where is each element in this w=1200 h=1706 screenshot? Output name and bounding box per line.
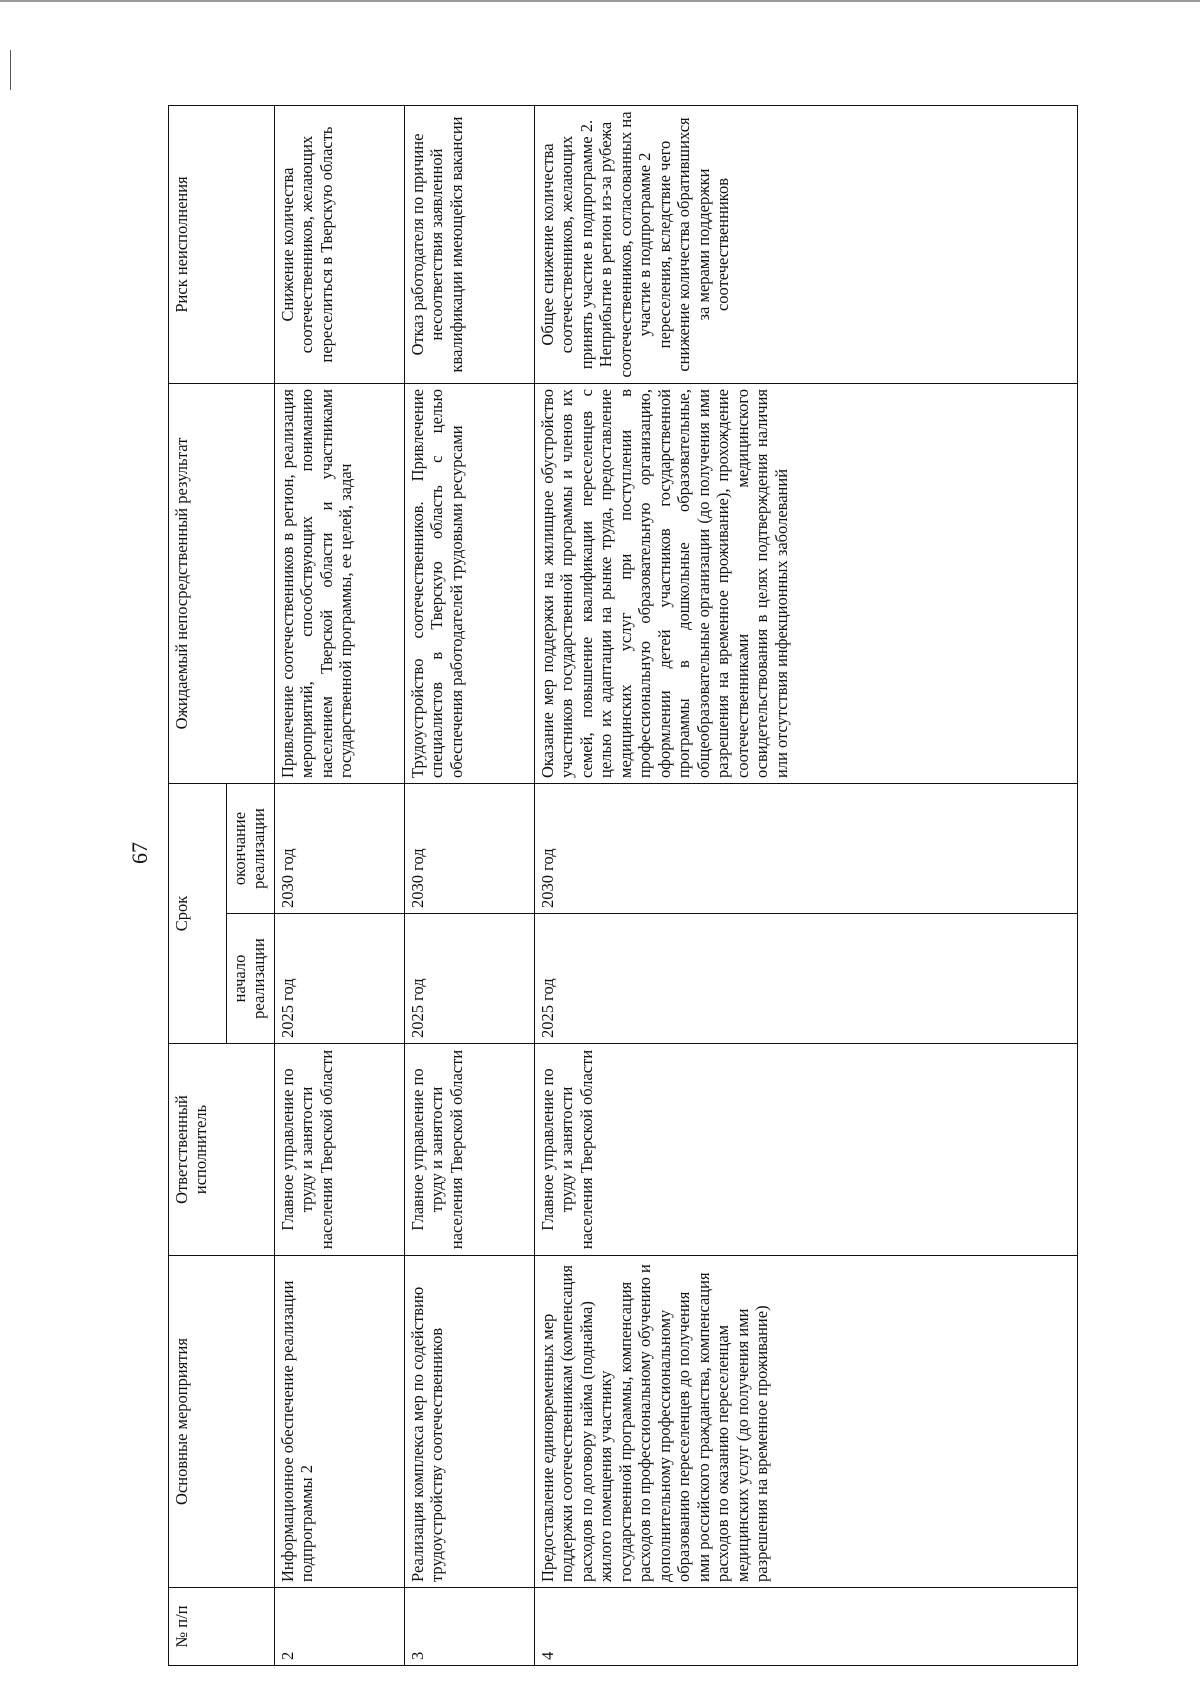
row-activity: Реализация комплекса мер по содействию трудоустройству соотечественников [405, 1256, 535, 1588]
row-end: 2030 год [275, 784, 405, 914]
row-end: 2030 год [535, 784, 1078, 914]
row-num: 3 [405, 1588, 535, 1666]
table-row [535, 106, 1078, 1666]
table-row [275, 106, 405, 1666]
header-activity: Основные мероприятия [169, 1256, 275, 1588]
row-result: Привлечение соотечественников в регион, реализация мероприятий, способствующих пониманию населением Тверской области и участниками государственной программы, ее целей, задач [275, 384, 405, 784]
page-number: 67 [127, 842, 152, 864]
row-num: 2 [275, 1588, 405, 1666]
row-risk: Отказ работодателя по причине несоответствия заявленной квалификации имеющейся вакансии [405, 106, 535, 384]
header-risk: Риск неисполнения [169, 106, 275, 384]
header-result: Ожидаемый непосредственный результат [169, 384, 275, 784]
row-risk: Снижение количества соотечественников, желающих переселиться в Тверскую область [275, 106, 405, 384]
row-start: 2025 год [405, 914, 535, 1044]
rotated-table-container [168, 106, 1200, 1660]
row-executor: Главное управление по труду и занятости населения Тверской области [405, 1044, 535, 1256]
row-executor: Главное управление по труду и занятости населения Тверской области [275, 1044, 405, 1256]
landscape-sheet [168, 106, 1078, 1666]
row-num: 4 [535, 1588, 1078, 1666]
row-result: Оказание мер поддержки на жилищное обустройство участников государственной программы и членов их семей, повышение квалификации переселенцев с целью их адаптации на рынке труда, предоставление медицинских услуг при поступлении в профессиональную образовательную организацию, оформлении детей участников государственной программы в дошкольные образовательные, общеобразовательные организации (до получения ими разрешения на временное проживание), прохождение соотечественниками медицинского освидетельствования в целях подтверждения наличия или отсутствия инфекционных заболеваний [535, 384, 1078, 784]
table-row [405, 106, 535, 1666]
header-term-end: окончание реализации [227, 784, 275, 914]
header-term: Срок [169, 784, 227, 1044]
row-activity: Информационное обеспечение реализации подпрограммы 2 [275, 1256, 405, 1588]
activities-table [168, 105, 1078, 1666]
scan-mark [10, 50, 11, 90]
row-start: 2025 год [275, 914, 405, 1044]
row-result: Трудоустройство соотечественников. Привлечение специалистов в Тверскую область с целью обеспечения работодателей трудовыми ресурсами [405, 384, 535, 784]
header-row [169, 106, 227, 1666]
header-num: № п/п [169, 1588, 275, 1666]
row-start: 2025 год [535, 914, 1078, 1044]
row-activity: Предоставление единовременных мер поддержки соотечественникам (компенсация расходов по договору найма (поднайма) жилого помещения участнику государственной программы, компенсация расходов по профессиональному обучению и дополнительному профессиональному образованию переселенцев до получения ими российского гражданства, компенсация расходов по оказанию переселенцам медицинских услуг (до получения ими разрешения на временное проживание) [535, 1256, 1078, 1588]
header-term-start: начало реализации [227, 914, 275, 1044]
header-executor: Ответственный исполнитель [169, 1044, 275, 1256]
row-risk: Общее снижение количества соотечественников, желающих принять участие в подпрограмме 2. Неприбытие в регион из-за рубежа соотечественников, согласованных на участие в подпрограмме 2 переселения, вследствие чего снижение количества обратившихся за мерами поддержки соотечественников [535, 106, 1078, 384]
scan-edge [0, 0, 1200, 2]
row-executor: Главное управление по труду и занятости населения Тверской области [535, 1044, 1078, 1256]
row-end: 2030 год [405, 784, 535, 914]
